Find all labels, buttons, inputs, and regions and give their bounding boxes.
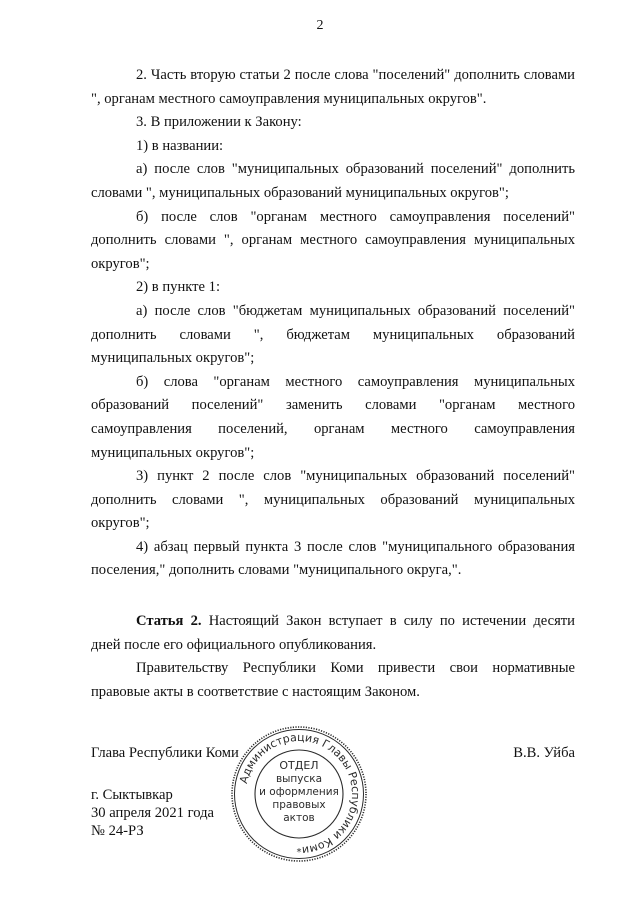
article-2-label: Статья 2. [136, 613, 202, 630]
place-date-block [91, 786, 214, 840]
paragraph-7: а) после слов "бюджетам муниципальных образований поселений" дополнить словами ", бюджетам муниципальных образований муниципальных округов"; [91, 302, 575, 367]
paragraph-3: 1) в названии: [136, 137, 224, 154]
paragraph-6: 2) в пункте 1: [136, 279, 221, 296]
office-stamp [229, 724, 369, 864]
stamp-line-5: актов [283, 812, 315, 824]
signature-title: Глава Республики Коми [91, 745, 239, 761]
article-2-text: Настоящий Закон вступает в силу по истечении десяти дней после его официального опубликования. [91, 613, 575, 653]
paragraph-4: а) после слов "муниципальных образований поселений" дополнить словами ", муниципальных образований муниципальных округов"; [91, 161, 575, 201]
stamp-line-1: ОТДЕЛ [279, 759, 319, 772]
paragraph-10: 4) абзац первый пункта 3 после слов "муниципального образования поселения," дополнить словами "муниципального округа,". [91, 538, 575, 579]
paragraph-5: б) после слов "органам местного самоуправления поселений" дополнить словами ", органам местного самоуправления муниципальных округов"; [91, 208, 575, 272]
document-body [91, 64, 575, 704]
stamp-star: * [296, 847, 302, 858]
date: 30 апреля 2021 года [91, 805, 214, 821]
place: г. Сыктывкар [91, 787, 173, 803]
paragraph-9: 3) пункт 2 после слов "муниципальных образований поселений" дополнить словами ", муниципальных образований муниципальных округов"; [91, 468, 575, 532]
signer-name: В.В. Уйба [513, 745, 575, 761]
government-paragraph: Правительству Республики Коми привести свои нормативные правовые акты в соответствие с настоящим Законом. [91, 660, 575, 700]
stamp-line-2: выпуска [275, 773, 323, 785]
paragraph-1: 2. Часть вторую статьи 2 после слова "поселений" дополнить словами ", органам местного самоуправления муниципальных округов". [91, 67, 575, 107]
stamp-seal-icon [229, 724, 369, 864]
stamp-ring-text: Администрация Главы Республики Коми [237, 730, 363, 857]
paragraph-8: б) слова "органам местного самоуправления муниципальных образований поселений" заменить словами "органам местного самоуправления поселений, органам местного самоуправления муниципальных округов"; [91, 373, 575, 461]
stamp-line-4: правовых [272, 799, 326, 811]
stamp-line-3: и оформления [259, 786, 339, 798]
paragraph-2: 3. В приложении к Закону: [136, 114, 302, 131]
article-2-paragraph [91, 610, 575, 657]
law-number: № 24-РЗ [91, 823, 144, 839]
spacer [91, 583, 575, 610]
page-number: 2 [316, 18, 324, 33]
